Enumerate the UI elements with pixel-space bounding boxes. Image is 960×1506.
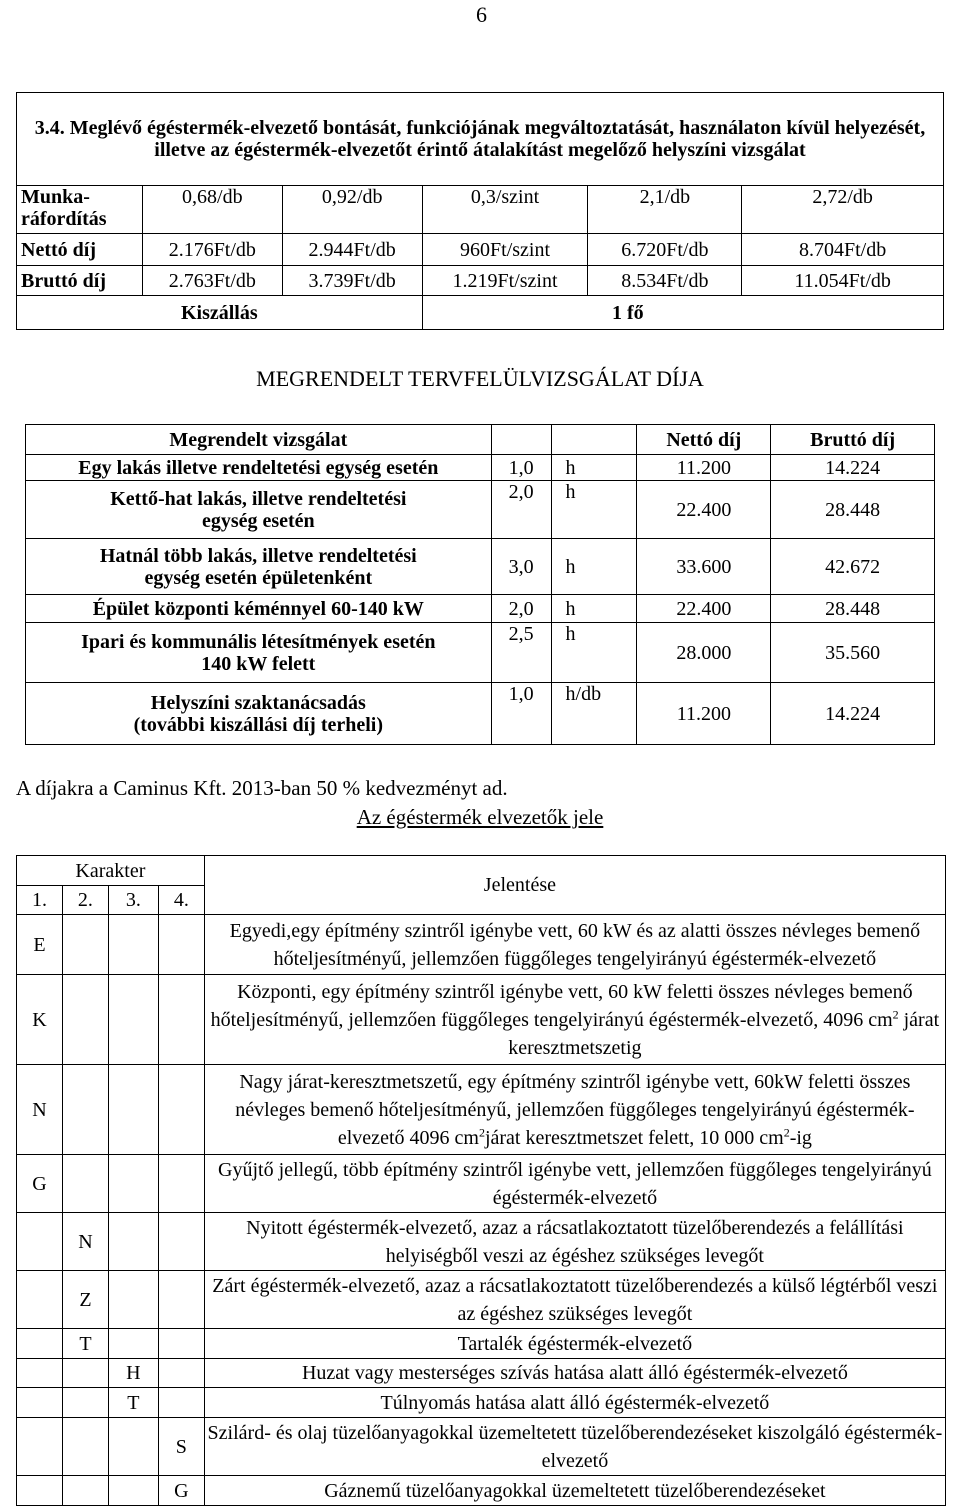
header-col-4: 4.	[158, 886, 204, 915]
order-unit: h/db	[551, 683, 637, 745]
symbol-meaning: Egyedi,egy építmény szintről igénybe vett, 60 kW és az alatti összes névleges bemenő hőteljesítményű, jellemzően függőleges tengelyirányú égéstermék-elvezető	[204, 915, 945, 975]
order-unit: h	[551, 455, 637, 481]
header-meaning: Jelentése	[204, 856, 945, 915]
order-gross: 35.560	[771, 623, 935, 683]
fee-row-label: Bruttó díj	[17, 266, 143, 296]
fee-cell: 2.944Ft/db	[282, 234, 422, 266]
kiszallas-value: 1 fő	[422, 296, 943, 330]
fee-cell: 11.054Ft/db	[742, 266, 944, 296]
order-qty: 1,0	[491, 683, 551, 745]
symbol-code: E	[17, 915, 63, 975]
fee-cell: 0,92/db	[282, 186, 422, 234]
symbol-code: H	[108, 1359, 158, 1388]
order-gross: 28.448	[771, 481, 935, 539]
symbol-meaning: Központi, egy építmény szintről igénybe vett, 60 kW feletti összes névleges bemenő hőteljesítményű, jellemzően függőleges tengelyirányú égéstermék-elvezető, 4096 $cm^2$ járat keresztmetszetig	[204, 975, 945, 1065]
discount-note: A díjakra a Caminus Kft. 2013-ban 50 % kedvezményt ad.	[16, 776, 508, 800]
table-row	[26, 455, 935, 481]
page-number: 6	[476, 2, 487, 27]
fee-row-label: Nettó díj	[17, 234, 143, 266]
fee-cell: 2,1/db	[588, 186, 742, 234]
order-table	[25, 424, 935, 745]
order-qty: 3,0	[491, 539, 551, 595]
order-gross: 28.448	[771, 595, 935, 623]
header-col-2: 2.	[62, 886, 108, 915]
table-row	[17, 975, 946, 1065]
table-row	[17, 1213, 946, 1271]
header-karakter: Karakter	[17, 856, 205, 886]
symbols-heading: Az égéstermék elvezetők jele	[356, 805, 604, 829]
symbol-meaning: Túlnyomás hatása alatt álló égéstermék-elvezető	[204, 1388, 945, 1418]
table-row	[17, 1359, 946, 1388]
order-service: Kettő-hat lakás, illetve rendeltetési egység esetén	[26, 481, 492, 539]
order-heading: MEGRENDELT TERVFELÜLVIZSGÁLAT DÍJA	[256, 366, 704, 391]
table-row	[26, 481, 935, 539]
fee-cell: 960Ft/szint	[422, 234, 588, 266]
fee-cell: 8.704Ft/db	[742, 234, 944, 266]
order-unit: h	[551, 595, 637, 623]
table-row	[26, 539, 935, 595]
order-net: 22.400	[637, 481, 771, 539]
order-service: Ipari és kommunális létesítmények esetén 140 kW felett	[26, 623, 492, 683]
table-row	[17, 915, 946, 975]
order-gross: 14.224	[771, 683, 935, 745]
kiszallas-label: Kiszállás	[17, 296, 423, 330]
symbol-code: G	[158, 1476, 204, 1506]
fee-table	[16, 92, 944, 330]
symbol-meaning: Nyitott égéstermék-elvezető, azaz a rácsatlakoztatott tüzelőberendezés a felállítási helyiségből veszi az égéshez szükséges levegőt	[204, 1213, 945, 1271]
table-row	[17, 1271, 946, 1329]
symbol-code: N	[17, 1065, 63, 1155]
order-unit: h	[551, 539, 637, 595]
order-qty: 2,0	[491, 481, 551, 539]
order-service: Hatnál több lakás, illetve rendeltetési egység esetén épületenként	[26, 539, 492, 595]
fee-cell: 1.219Ft/szint	[422, 266, 588, 296]
order-header-gross: Bruttó díj	[771, 425, 935, 455]
order-qty: 2,0	[491, 595, 551, 623]
order-service: Helyszíni szaktanácsadás (további kiszállási díj terheli)	[26, 683, 492, 745]
symbol-code: T	[108, 1388, 158, 1418]
order-net: 22.400	[637, 595, 771, 623]
table-row	[17, 1155, 946, 1213]
symbol-code: K	[17, 975, 63, 1065]
order-gross: 14.224	[771, 455, 935, 481]
fee-cell: 3.739Ft/db	[282, 266, 422, 296]
symbol-code: N	[62, 1213, 108, 1271]
symbol-meaning: Nagy járat-keresztmetszetű, egy építmény szintről igénybe vett, 60kW feletti összes névleges bemenő hőteljesítményű, jellemzően függőleges tengelyirányú égéstermék-elvezető 4096 $cm^2járat$ keresztmetszet felett, 10 000 $cm^2-ig$	[204, 1065, 945, 1155]
symbol-meaning: Gyűjtő jellegű, több építmény szintről igénybe vett, jellemzően függőleges tengelyirányú égéstermék-elvezető	[204, 1155, 945, 1213]
symbol-code: T	[62, 1329, 108, 1359]
symbol-code: G	[17, 1155, 63, 1213]
table-row	[17, 1065, 946, 1155]
symbol-meaning: Huzat vagy mesterséges szívás hatása alatt álló égéstermék-elvezető	[204, 1359, 945, 1388]
symbols-table	[16, 855, 946, 1506]
fee-cell: 2.176Ft/db	[142, 234, 282, 266]
table-row	[26, 595, 935, 623]
table-row	[26, 623, 935, 683]
fee-cell: 6.720Ft/db	[588, 234, 742, 266]
fee-cell: 2,72/db	[742, 186, 944, 234]
section-title: 3.4. Meglévő égéstermék-elvezető bontását, funkciójának megváltoztatását, használaton kívül helyezését, illetve az égéstermék-elvezetőt érintő átalakítást megelőző helyszíni vizsgálat	[17, 93, 944, 186]
table-row	[17, 1418, 946, 1476]
order-qty: 1,0	[491, 455, 551, 481]
order-header-net: Nettó díj	[637, 425, 771, 455]
table-row	[17, 1388, 946, 1418]
fee-cell: 2.763Ft/db	[142, 266, 282, 296]
symbol-code: S	[158, 1418, 204, 1476]
symbol-meaning: Zárt égéstermék-elvezető, azaz a rácsatlakoztatott tüzelőberendezés a külső légtérből veszi az égéshez szükséges levegőt	[204, 1271, 945, 1329]
order-header-service: Megrendelt vizsgálat	[26, 425, 492, 455]
header-col-1: 1.	[17, 886, 63, 915]
order-qty: 2,5	[491, 623, 551, 683]
order-gross: 42.672	[771, 539, 935, 595]
header-col-3: 3.	[108, 886, 158, 915]
symbol-code: Z	[62, 1271, 108, 1329]
table-row	[26, 683, 935, 745]
order-service: Épület központi kéménnyel 60-140 kW	[26, 595, 492, 623]
order-net: 33.600	[637, 539, 771, 595]
fee-cell: 8.534Ft/db	[588, 266, 742, 296]
order-net: 28.000	[637, 623, 771, 683]
fee-cell: 0,68/db	[142, 186, 282, 234]
order-unit: h	[551, 623, 637, 683]
fee-cell: 0,3/szint	[422, 186, 588, 234]
symbol-meaning: Tartalék égéstermék-elvezető	[204, 1329, 945, 1359]
table-row	[17, 1476, 946, 1506]
order-unit: h	[551, 481, 637, 539]
order-net: 11.200	[637, 455, 771, 481]
order-service: Egy lakás illetve rendeltetési egység esetén	[26, 455, 492, 481]
order-net: 11.200	[637, 683, 771, 745]
symbol-meaning: Gáznemű tüzelőanyagokkal üzemeltetett tüzelőberendezéseket	[204, 1476, 945, 1506]
fee-row-label: Munka-ráfordítás	[17, 186, 143, 234]
symbol-meaning: Szilárd- és olaj tüzelőanyagokkal üzemeltetett tüzelőberendezéseket kiszolgáló égéstermék-elvezető	[204, 1418, 945, 1476]
table-row	[17, 1329, 946, 1359]
